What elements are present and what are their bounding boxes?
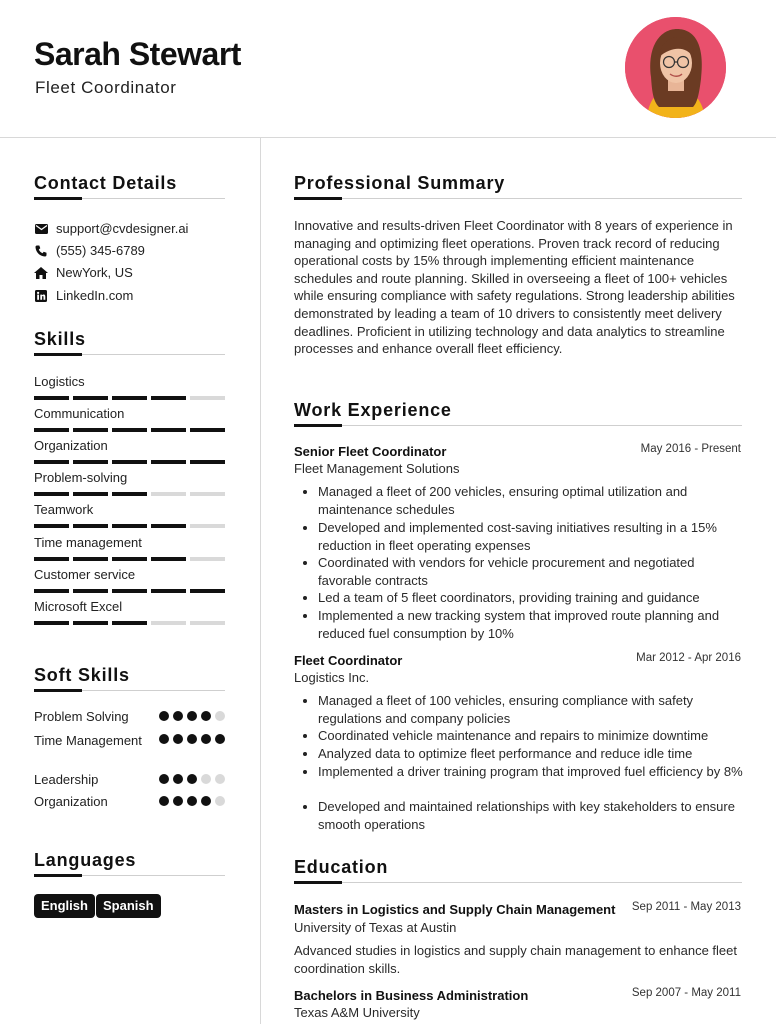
skill-item [34, 535, 225, 550]
job-bullet: Implemented a driver training program that improved fuel efficiency by 8% [318, 763, 746, 781]
skill-level-segment [73, 428, 108, 432]
rating-dot [187, 774, 197, 784]
skill-level-bar [34, 589, 225, 593]
summary-text: Innovative and results-driven Fleet Coordinator with 8 years of experience in managing and optimizing fleet operations. Proven track record of reducing operational costs by 15% through implementing efficient maintenance schedules and route planning. Skilled in overseeing a fleet of 100+ vehicles while ensuring compliance with safety regulations. Strong leadership abilities demonstrated by leading a team of 10 drivers to consistently meet delivery deadlines. Proficient in utilizing technology and data analytics to streamline processes and enhance overall fleet efficiency. [294, 218, 735, 357]
soft-skill-rating [159, 711, 225, 721]
work-heading: Work Experience [294, 400, 452, 420]
rating-dot [173, 711, 183, 721]
job-bullet: Led a team of 5 fleet coordinators, providing training and guidance [318, 589, 746, 607]
skill-level-segment [190, 621, 225, 625]
degree-school: University of Texas at Austin [294, 920, 457, 935]
skill-level-segment [73, 492, 108, 496]
soft-skills-heading: Soft Skills [34, 665, 130, 685]
contact-heading-rule [34, 198, 225, 199]
skill-level-segment [73, 524, 108, 528]
skill-level-bar [34, 492, 225, 496]
work-heading-rule [294, 425, 742, 426]
skill-level-segment [151, 589, 186, 593]
rating-dot [173, 774, 183, 784]
skill-level-segment [151, 492, 186, 496]
skill-level-segment [34, 460, 69, 464]
contact-heading: Contact Details [34, 173, 178, 193]
skill-level-segment [151, 557, 186, 561]
skill-level-segment [73, 557, 108, 561]
skill-level-segment [151, 428, 186, 432]
skill-label: Microsoft Excel [34, 599, 123, 614]
job-title: Fleet Coordinator [294, 653, 403, 668]
rating-dot [215, 796, 225, 806]
job-bullet: Managed a fleet of 200 vehicles, ensuring optimal utilization and maintenance schedules [318, 483, 746, 518]
skill-level-segment [190, 589, 225, 593]
resume-header [0, 0, 776, 138]
skill-item [34, 599, 225, 614]
skill-level-segment [151, 621, 186, 625]
degree-dates: Sep 2007 - May 2011 [631, 987, 741, 999]
degree-title: Bachelors in Business Administration [294, 988, 529, 1003]
rating-dot [187, 734, 197, 744]
contact-linkedin[interactable] [34, 288, 133, 303]
job-bullet: Implemented a new tracking system that improved route planning and reduced fuel consumption by 10% [318, 607, 746, 642]
soft-skills-heading-rule [34, 690, 225, 691]
skill-label: Teamwork [34, 502, 94, 517]
skills-heading: Skills [34, 329, 86, 349]
skill-item [34, 502, 225, 517]
soft-skill-item [34, 772, 225, 787]
skill-level-segment [34, 524, 69, 528]
profile-photo [625, 17, 726, 118]
skill-level-segment [34, 428, 69, 432]
soft-skill-label: Leadership [34, 772, 99, 787]
rating-dot [201, 711, 211, 721]
rating-dot [201, 734, 211, 744]
rating-dot [215, 711, 225, 721]
job-bullet: Managed a fleet of 100 vehicles, ensuring compliance with safety regulations and company policies [318, 692, 746, 727]
education-heading: Education [294, 857, 389, 877]
soft-skill-rating [159, 734, 225, 744]
envelope-icon [34, 222, 48, 236]
job-bullet: Developed and maintained relationships with key stakeholders to ensure smooth operations [318, 798, 746, 833]
skill-level-segment [112, 428, 147, 432]
soft-skill-label: Problem Solving [34, 709, 129, 724]
rating-dot [201, 796, 211, 806]
skill-level-segment [34, 557, 69, 561]
skill-level-segment [112, 621, 147, 625]
phone-icon [34, 244, 48, 258]
skill-level-segment [151, 396, 186, 400]
summary-heading-rule [294, 198, 742, 199]
skills-heading-rule [34, 354, 225, 355]
soft-skill-label: Time Management [34, 733, 142, 748]
rating-dot [187, 711, 197, 721]
skill-item [34, 406, 225, 421]
skill-level-bar [34, 460, 225, 464]
home-icon [34, 266, 48, 280]
skill-level-segment [34, 492, 69, 496]
rating-dot [201, 774, 211, 784]
language-badge-spanish: Spanish [96, 894, 161, 918]
job-company: Logistics Inc. [294, 670, 370, 685]
skill-level-segment [190, 557, 225, 561]
rating-dot [159, 796, 169, 806]
skill-level-bar [34, 396, 225, 400]
skill-item [34, 438, 225, 453]
skill-level-segment [112, 524, 147, 528]
skill-level-segment [73, 460, 108, 464]
degree-title: Masters in Logistics and Supply Chain Management [294, 902, 616, 917]
skill-item [34, 374, 225, 389]
column-divider [260, 138, 261, 1024]
contact-location-text: NewYork, US [56, 265, 133, 280]
soft-skill-item [34, 794, 225, 809]
skill-level-segment [112, 460, 147, 464]
skill-level-segment [112, 492, 147, 496]
rating-dot [215, 774, 225, 784]
skill-level-segment [34, 621, 69, 625]
skill-level-segment [34, 589, 69, 593]
degree-description: Advanced studies in logistics and supply chain management to enhance fleet coordination skills. [294, 943, 738, 976]
linkedin-icon [34, 289, 48, 303]
soft-skill-rating [159, 796, 225, 806]
contact-linkedin-text: LinkedIn.com [56, 288, 134, 303]
skill-item [34, 470, 225, 485]
skill-label: Communication [34, 406, 125, 421]
skill-level-segment [73, 621, 108, 625]
skill-label: Logistics [34, 374, 85, 389]
soft-skill-rating [159, 774, 225, 784]
skill-level-segment [73, 589, 108, 593]
skill-level-segment [73, 396, 108, 400]
skill-level-segment [190, 396, 225, 400]
contact-phone-text: (555) 345-6789 [56, 243, 145, 258]
job-title: Fleet Coordinator [35, 78, 177, 97]
rating-dot [159, 711, 169, 721]
degree-school: Texas A&M University [294, 1005, 420, 1020]
skill-level-bar [34, 524, 225, 528]
contact-email[interactable] [34, 221, 188, 236]
candidate-name: Sarah Stewart [34, 36, 241, 72]
job-bullet: Coordinated vehicle maintenance and repairs to minimize downtime [318, 727, 746, 745]
skill-level-segment [34, 396, 69, 400]
skill-level-segment [151, 460, 186, 464]
skill-level-segment [151, 524, 186, 528]
skill-level-segment [190, 524, 225, 528]
contact-phone[interactable] [34, 243, 145, 258]
languages-heading: Languages [34, 850, 137, 870]
soft-skill-item [34, 709, 225, 724]
summary-heading: Professional Summary [294, 173, 506, 193]
job-title: Senior Fleet Coordinator [294, 444, 447, 459]
skill-level-bar [34, 557, 225, 561]
languages-heading-rule [34, 875, 225, 876]
skill-item [34, 567, 225, 582]
skill-level-bar [34, 621, 225, 625]
rating-dot [187, 796, 197, 806]
job-dates: May 2016 - Present [640, 443, 741, 455]
job-bullet: Analyzed data to optimize fleet performance and reduce idle time [318, 745, 746, 763]
rating-dot [215, 734, 225, 744]
skill-level-segment [112, 396, 147, 400]
skill-label: Customer service [34, 567, 136, 582]
skill-label: Problem-solving [34, 470, 128, 485]
education-heading-rule [294, 882, 742, 883]
soft-skill-item [34, 732, 144, 750]
contact-email-text: support@cvdesigner.ai [56, 221, 189, 236]
job-bullet: Coordinated with vendors for vehicle procurement and negotiated favorable contracts [318, 554, 746, 589]
rating-dot [159, 734, 169, 744]
job-bullet: Developed and implemented cost-saving initiatives resulting in a 15% reduction in fleet operating expenses [318, 519, 746, 554]
contact-location [34, 265, 133, 280]
skill-level-segment [190, 460, 225, 464]
profile-avatar-illustration [625, 17, 726, 118]
skill-label: Organization [34, 438, 108, 453]
language-badge-english: English [34, 894, 95, 918]
skill-level-segment [190, 492, 225, 496]
job-dates: Mar 2012 - Apr 2016 [636, 652, 741, 664]
skill-label: Time management [34, 535, 142, 550]
skill-level-segment [112, 557, 147, 561]
skill-level-segment [190, 428, 225, 432]
rating-dot [173, 734, 183, 744]
job-company: Fleet Management Solutions [294, 461, 460, 476]
skill-level-bar [34, 428, 225, 432]
rating-dot [159, 774, 169, 784]
soft-skill-label: Organization [34, 794, 108, 809]
degree-dates: Sep 2011 - May 2013 [631, 901, 741, 913]
skill-level-segment [112, 589, 147, 593]
rating-dot [173, 796, 183, 806]
